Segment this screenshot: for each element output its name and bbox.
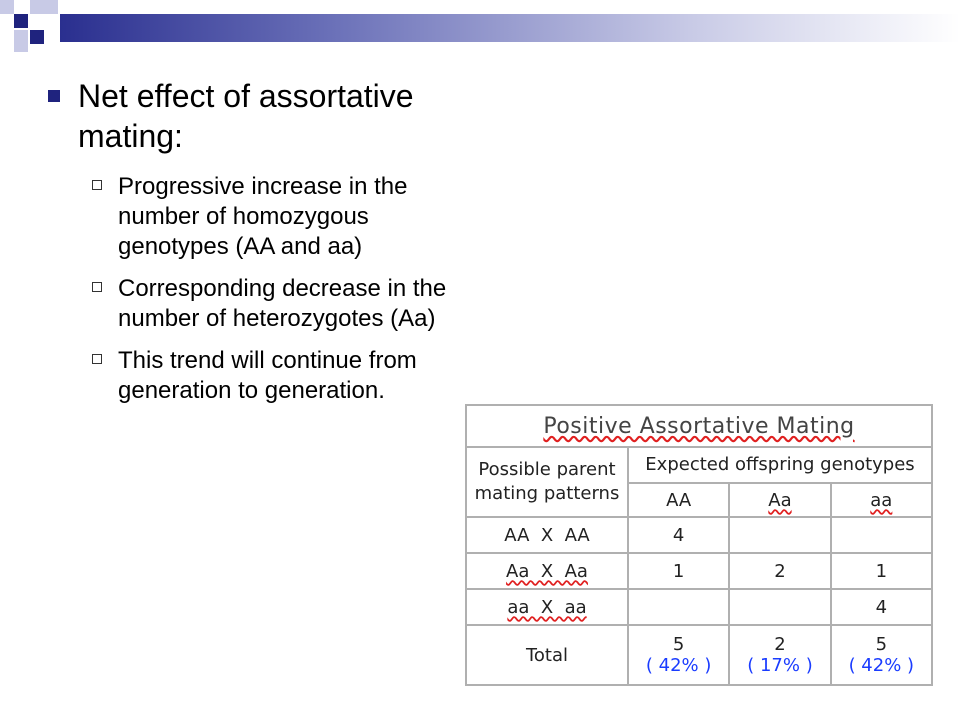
percent-value: ( 42% ) <box>848 655 915 676</box>
deco-square <box>14 30 28 52</box>
hollow-square-bullet-icon <box>92 354 102 364</box>
value-cell: 4 <box>831 589 932 625</box>
main-bullet <box>48 76 488 156</box>
percent-value: ( 17% ) <box>747 655 813 676</box>
value-cell <box>729 589 830 625</box>
deco-square <box>30 0 58 14</box>
value-cell <box>729 517 830 553</box>
sub-bullet-list <box>92 172 472 418</box>
genotype-header: Aa <box>729 483 830 517</box>
header-offspring-genotypes: Expected offspring genotypes <box>628 447 932 483</box>
list-item <box>92 172 472 262</box>
list-item <box>92 274 472 334</box>
total-cell: 5 ( 42% ) <box>628 625 729 685</box>
value-cell <box>628 589 729 625</box>
value-cell: 4 <box>628 517 729 553</box>
value-cell: 1 <box>628 553 729 589</box>
header-parent-patterns: Possible parent mating patterns <box>466 447 628 517</box>
pattern-cell: aa X aa <box>466 589 628 625</box>
header-bar <box>60 14 960 42</box>
value-cell <box>831 517 932 553</box>
hollow-square-bullet-icon <box>92 282 102 292</box>
genotype-header: AA <box>628 483 729 517</box>
table-row <box>466 589 932 625</box>
sub-bullet-text: This trend will continue from generation to generation. <box>118 347 417 404</box>
table-title: Positive Assortative Mating <box>466 405 932 447</box>
pattern-cell: Aa X Aa <box>466 553 628 589</box>
deco-square <box>0 0 14 14</box>
table-row <box>466 517 932 553</box>
list-item <box>92 346 472 406</box>
genotype-header: aa <box>831 483 932 517</box>
sub-bullet-text: Corresponding decrease in the number of heterozygotes (Aa) <box>118 275 447 332</box>
assortative-mating-table-image <box>465 404 933 686</box>
table-row-total <box>466 625 932 685</box>
main-bullet-text: Net effect of assortative mating: <box>78 78 414 154</box>
value-cell: 2 <box>729 553 830 589</box>
table-row <box>466 553 932 589</box>
total-label: Total <box>466 625 628 685</box>
square-bullet-icon <box>48 90 60 102</box>
deco-square <box>14 14 28 28</box>
hollow-square-bullet-icon <box>92 180 102 190</box>
total-cell: 2 ( 17% ) <box>729 625 830 685</box>
total-cell: 5 ( 42% ) <box>831 625 932 685</box>
pattern-cell: AA X AA <box>466 517 628 553</box>
mating-table <box>465 404 933 686</box>
percent-value: ( 42% ) <box>645 655 712 676</box>
value-cell: 1 <box>831 553 932 589</box>
sub-bullet-text: Progressive increase in the number of homozygous genotypes (AA and aa) <box>118 173 408 260</box>
deco-square <box>30 30 44 44</box>
